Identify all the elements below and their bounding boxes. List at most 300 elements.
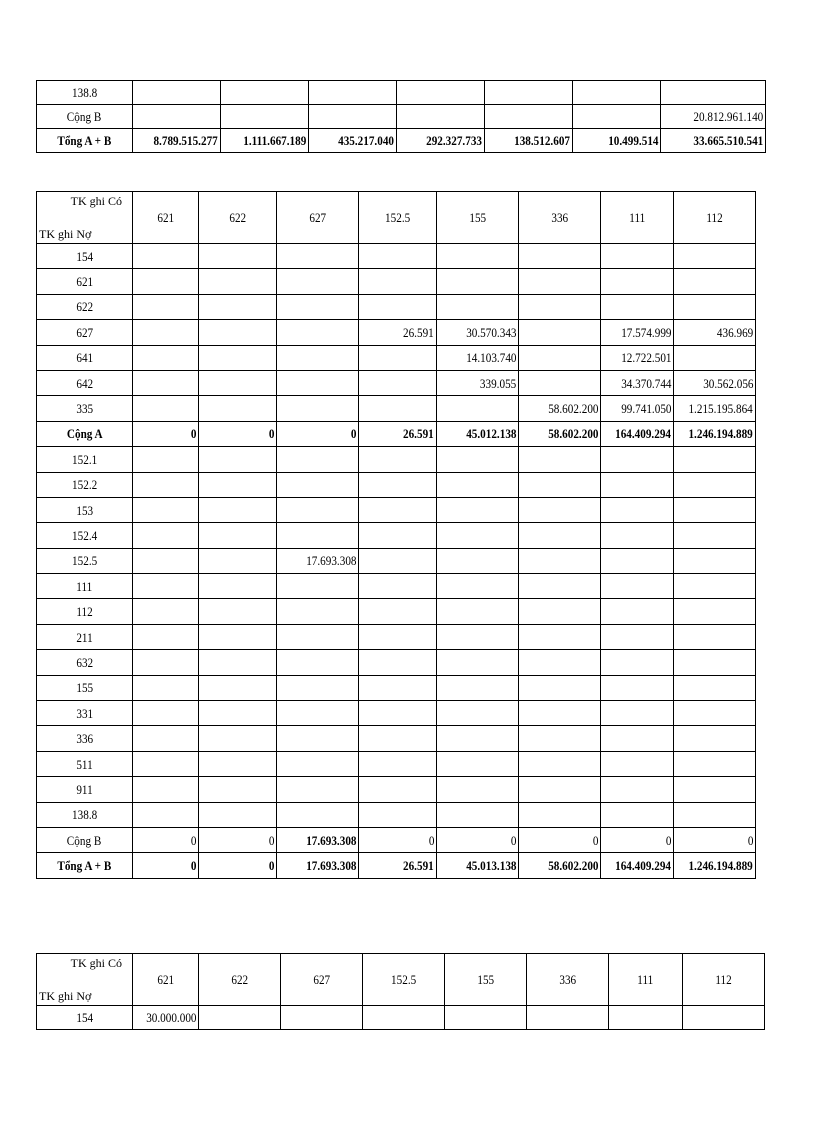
cell-text: 155 — [76, 680, 93, 696]
value-cell — [309, 129, 397, 153]
value-cell — [133, 421, 199, 446]
column-header-622 — [199, 192, 277, 244]
table-row — [37, 294, 756, 319]
value-cell — [277, 523, 359, 548]
cell-text: 152.5 — [390, 972, 417, 987]
value-cell — [359, 827, 437, 852]
value-cell — [519, 726, 601, 751]
value-cell — [359, 701, 437, 726]
value-cell — [527, 1006, 609, 1030]
cell-text: 111 — [637, 972, 654, 987]
row-label-cell — [37, 599, 133, 624]
value-cell — [309, 105, 397, 129]
value-cell — [601, 701, 674, 726]
column-header-111 — [609, 954, 683, 1006]
value-cell — [601, 726, 674, 751]
cell-text: 164.409.294 — [615, 858, 671, 874]
value-cell — [674, 624, 756, 649]
cell-text: 0 — [510, 832, 516, 848]
value-cell — [133, 650, 199, 675]
row-label-cell — [37, 827, 133, 852]
cell-text: 339.055 — [479, 375, 516, 391]
value-cell — [601, 574, 674, 599]
debit-account-label: TK ghi Nợ — [39, 226, 92, 241]
value-cell — [359, 269, 437, 294]
value-cell — [674, 777, 756, 802]
value-cell — [519, 802, 601, 827]
value-cell — [133, 726, 199, 751]
cell-text: 622 — [231, 972, 248, 987]
value-cell — [601, 650, 674, 675]
value-cell — [133, 1006, 199, 1030]
row-label-cell — [37, 294, 133, 319]
credit-account-label: TK ghi Có — [70, 956, 122, 970]
row-label-cell — [37, 701, 133, 726]
value-cell — [133, 320, 199, 345]
table-row — [37, 447, 756, 472]
value-cell — [359, 497, 437, 522]
cell-text: 33.665.510.541 — [693, 133, 763, 148]
value-cell — [437, 675, 519, 700]
value-cell — [601, 523, 674, 548]
value-cell — [519, 472, 601, 497]
value-cell — [133, 497, 199, 522]
value-cell — [519, 650, 601, 675]
value-cell — [133, 827, 199, 852]
value-cell — [485, 129, 573, 153]
value-cell — [199, 751, 277, 776]
value-cell — [601, 396, 674, 421]
table-row — [37, 269, 756, 294]
value-cell — [199, 624, 277, 649]
row-label-cell — [37, 244, 133, 269]
column-header-111 — [601, 192, 674, 244]
value-cell — [661, 105, 766, 129]
corner-header-cell — [37, 954, 133, 1006]
value-cell — [199, 853, 277, 878]
table-row — [37, 421, 756, 446]
value-cell — [133, 853, 199, 878]
value-cell — [601, 497, 674, 522]
cell-text: 621 — [157, 210, 174, 225]
value-cell — [519, 396, 601, 421]
value-cell — [437, 777, 519, 802]
cell-text: 336 — [551, 210, 568, 225]
value-cell — [519, 548, 601, 573]
value-cell — [437, 421, 519, 446]
value-cell — [277, 447, 359, 472]
value-cell — [359, 802, 437, 827]
row-label-cell — [37, 345, 133, 370]
cell-text: 138.8 — [71, 807, 98, 823]
cell-text: 112 — [76, 604, 93, 620]
table-row — [37, 650, 756, 675]
value-cell — [683, 1006, 765, 1030]
cell-text: 58.602.200 — [547, 401, 598, 417]
cell-text: 211 — [76, 629, 93, 645]
value-cell — [519, 599, 601, 624]
row-label-cell — [37, 777, 133, 802]
value-cell — [277, 675, 359, 700]
value-cell — [199, 447, 277, 472]
cell-text: 0 — [428, 832, 434, 848]
value-cell — [519, 574, 601, 599]
value-cell — [133, 624, 199, 649]
cell-text: Cộng B — [67, 109, 102, 124]
value-cell — [359, 853, 437, 878]
value-cell — [437, 345, 519, 370]
cell-text: 10.499.514 — [607, 133, 658, 148]
value-cell — [281, 1006, 363, 1030]
value-cell — [674, 853, 756, 878]
cell-text: 621 — [76, 274, 93, 290]
value-cell — [199, 370, 277, 395]
value-cell — [601, 599, 674, 624]
value-cell — [437, 548, 519, 573]
table-row — [37, 599, 756, 624]
value-cell — [437, 269, 519, 294]
cell-text: 45.013.138 — [465, 858, 516, 874]
value-cell — [199, 345, 277, 370]
value-cell — [674, 701, 756, 726]
value-cell — [363, 1006, 445, 1030]
value-cell — [437, 802, 519, 827]
value-cell — [133, 129, 221, 153]
value-cell — [199, 650, 277, 675]
value-cell — [359, 523, 437, 548]
value-cell — [199, 599, 277, 624]
value-cell — [199, 827, 277, 852]
value-cell — [133, 345, 199, 370]
value-cell — [133, 244, 199, 269]
value-cell — [674, 320, 756, 345]
table-row — [37, 345, 756, 370]
cell-text: 336 — [559, 972, 576, 987]
value-cell — [199, 802, 277, 827]
cell-text: 34.370.744 — [620, 375, 671, 391]
value-cell — [674, 294, 756, 319]
value-cell — [277, 244, 359, 269]
value-cell — [359, 396, 437, 421]
cell-text: 152.2 — [71, 477, 98, 493]
value-cell — [359, 320, 437, 345]
cell-text: 17.693.308 — [305, 553, 356, 569]
value-cell — [674, 523, 756, 548]
value-cell — [437, 701, 519, 726]
value-cell — [133, 294, 199, 319]
column-header-621 — [133, 192, 199, 244]
row-label-cell — [37, 624, 133, 649]
value-cell — [437, 497, 519, 522]
value-cell — [674, 370, 756, 395]
value-cell — [277, 548, 359, 573]
cell-text: Cộng B — [67, 832, 102, 848]
value-cell — [277, 650, 359, 675]
row-label-cell — [37, 802, 133, 827]
value-cell — [519, 345, 601, 370]
value-cell — [133, 777, 199, 802]
value-cell — [221, 105, 309, 129]
cell-text: 58.602.200 — [547, 426, 598, 442]
value-cell — [359, 726, 437, 751]
table-row — [37, 853, 756, 878]
value-cell — [359, 447, 437, 472]
value-cell — [199, 523, 277, 548]
value-cell — [133, 269, 199, 294]
value-cell — [359, 675, 437, 700]
table-row — [37, 370, 756, 395]
value-cell — [601, 802, 674, 827]
value-cell — [674, 497, 756, 522]
value-cell — [359, 472, 437, 497]
value-cell — [437, 853, 519, 878]
value-cell — [601, 269, 674, 294]
value-cell — [133, 675, 199, 700]
row-label-cell — [37, 269, 133, 294]
value-cell — [359, 345, 437, 370]
cell-text: 12.722.501 — [620, 350, 671, 366]
cell-text: 511 — [76, 756, 93, 772]
value-cell — [199, 777, 277, 802]
value-cell — [437, 370, 519, 395]
cell-text: 164.409.294 — [615, 426, 671, 442]
cell-text: 14.103.740 — [465, 350, 516, 366]
table-row — [37, 802, 756, 827]
row-label-cell — [37, 421, 133, 446]
row-label-cell — [37, 447, 133, 472]
value-cell — [573, 105, 661, 129]
cell-text: 1.246.194.889 — [688, 426, 753, 442]
row-label-cell — [37, 751, 133, 776]
value-cell — [445, 1006, 527, 1030]
cell-text: 8.789.515.277 — [153, 133, 218, 148]
value-cell — [359, 244, 437, 269]
column-header-112 — [674, 192, 756, 244]
value-cell — [133, 751, 199, 776]
row-label-cell — [37, 472, 133, 497]
value-cell — [359, 599, 437, 624]
value-cell — [359, 624, 437, 649]
value-cell — [199, 421, 277, 446]
cell-text: 436.969 — [716, 324, 753, 340]
value-cell — [519, 523, 601, 548]
cell-text: 0 — [268, 426, 274, 442]
value-cell — [277, 574, 359, 599]
value-cell — [437, 396, 519, 421]
table-row — [37, 497, 756, 522]
row-label-cell — [37, 523, 133, 548]
cell-text: 621 — [157, 972, 174, 987]
cell-text: 20.812.961.140 — [693, 109, 763, 124]
value-cell — [277, 624, 359, 649]
value-cell — [519, 701, 601, 726]
column-header-155 — [437, 192, 519, 244]
value-cell — [437, 294, 519, 319]
table-row — [37, 675, 756, 700]
value-cell — [437, 599, 519, 624]
value-cell — [277, 370, 359, 395]
cell-text: 99.741.050 — [620, 401, 671, 417]
column-header-627 — [277, 192, 359, 244]
value-cell — [277, 751, 359, 776]
column-header-152-5 — [359, 192, 437, 244]
row-label-cell — [37, 650, 133, 675]
table-row — [37, 1006, 765, 1030]
table-row — [37, 548, 756, 573]
cell-text: 155 — [477, 972, 494, 987]
table-row — [37, 777, 756, 802]
value-cell — [277, 497, 359, 522]
value-cell — [519, 269, 601, 294]
row-label-cell — [37, 396, 133, 421]
row-label-cell — [37, 675, 133, 700]
row-label-cell — [37, 81, 133, 105]
cell-text: 627 — [313, 972, 330, 987]
value-cell — [601, 294, 674, 319]
row-label-cell — [37, 105, 133, 129]
value-cell — [277, 320, 359, 345]
table-row — [37, 244, 756, 269]
value-cell — [133, 81, 221, 105]
cell-text: 627 — [309, 210, 326, 225]
cell-text: 632 — [76, 654, 93, 670]
value-cell — [277, 345, 359, 370]
value-cell — [674, 675, 756, 700]
value-cell — [601, 472, 674, 497]
table-row — [37, 701, 756, 726]
cell-text: 642 — [76, 375, 93, 391]
row-label-cell — [37, 497, 133, 522]
value-cell — [601, 675, 674, 700]
column-header-112 — [683, 954, 765, 1006]
cell-text: 111 — [76, 578, 93, 594]
cell-text: Tổng A + B — [57, 858, 112, 874]
cell-text: 138.8 — [71, 85, 98, 100]
value-cell — [519, 294, 601, 319]
value-cell — [437, 574, 519, 599]
value-cell — [674, 827, 756, 852]
table-row — [37, 396, 756, 421]
value-cell — [519, 497, 601, 522]
value-cell — [437, 650, 519, 675]
cell-text: 0 — [747, 832, 753, 848]
value-cell — [277, 701, 359, 726]
row-label-cell — [37, 320, 133, 345]
value-cell — [601, 320, 674, 345]
value-cell — [674, 447, 756, 472]
value-cell — [133, 105, 221, 129]
column-header-622 — [199, 954, 281, 1006]
cell-text: 45.012.138 — [465, 426, 516, 442]
value-cell — [359, 574, 437, 599]
table-header-row — [37, 954, 765, 1006]
value-cell — [519, 777, 601, 802]
cell-text: 152.5 — [384, 210, 411, 225]
value-cell — [674, 650, 756, 675]
value-cell — [397, 81, 485, 105]
row-label-cell — [37, 853, 133, 878]
cell-text: 0 — [190, 858, 196, 874]
value-cell — [277, 294, 359, 319]
column-header-336 — [527, 954, 609, 1006]
value-cell — [133, 701, 199, 726]
value-cell — [519, 675, 601, 700]
cell-text: 1.111.667.189 — [242, 133, 306, 148]
value-cell — [359, 777, 437, 802]
cell-text: 30.562.056 — [702, 375, 753, 391]
value-cell — [133, 447, 199, 472]
value-cell — [199, 269, 277, 294]
cell-text: 0 — [190, 832, 196, 848]
value-cell — [277, 396, 359, 421]
value-cell — [199, 472, 277, 497]
value-cell — [309, 81, 397, 105]
value-cell — [661, 81, 766, 105]
cell-text: 30.570.343 — [465, 324, 516, 340]
value-cell — [133, 523, 199, 548]
row-label-cell — [37, 370, 133, 395]
cell-text: 152.1 — [71, 451, 98, 467]
cell-text: 26.591 — [403, 426, 434, 442]
cell-text: 26.591 — [403, 858, 434, 874]
value-cell — [199, 320, 277, 345]
value-cell — [601, 853, 674, 878]
value-cell — [674, 599, 756, 624]
value-cell — [277, 472, 359, 497]
value-cell — [674, 396, 756, 421]
journal-table-main — [36, 191, 756, 879]
cell-text: 26.591 — [403, 324, 434, 340]
value-cell — [199, 244, 277, 269]
cell-text: Tổng A + B — [57, 133, 112, 148]
value-cell — [199, 1006, 281, 1030]
cell-text: Cộng A — [66, 426, 103, 442]
value-cell — [277, 599, 359, 624]
value-cell — [573, 129, 661, 153]
value-cell — [674, 751, 756, 776]
value-cell — [519, 320, 601, 345]
value-cell — [661, 129, 766, 153]
cell-text: 336 — [76, 731, 93, 747]
row-label-cell — [37, 574, 133, 599]
column-header-152-5 — [363, 954, 445, 1006]
cell-text: 331 — [76, 705, 93, 721]
cell-text: 30.000.000 — [145, 1010, 196, 1025]
value-cell — [133, 548, 199, 573]
summary-table-top — [36, 80, 766, 153]
debit-account-label: TK ghi Nợ — [39, 988, 92, 1003]
value-cell — [199, 548, 277, 573]
value-cell — [437, 624, 519, 649]
value-cell — [277, 726, 359, 751]
table-row — [37, 105, 766, 129]
cell-text: 153 — [76, 502, 93, 518]
row-label-cell — [37, 129, 133, 153]
cell-text: 155 — [469, 210, 486, 225]
cell-text: 0 — [268, 832, 274, 848]
value-cell — [601, 447, 674, 472]
value-cell — [359, 370, 437, 395]
value-cell — [437, 827, 519, 852]
value-cell — [601, 624, 674, 649]
value-cell — [519, 827, 601, 852]
value-cell — [674, 421, 756, 446]
cell-text: 152.5 — [71, 553, 98, 569]
credit-account-label: TK ghi Có — [70, 194, 122, 208]
value-cell — [133, 802, 199, 827]
value-cell — [199, 726, 277, 751]
value-cell — [519, 624, 601, 649]
